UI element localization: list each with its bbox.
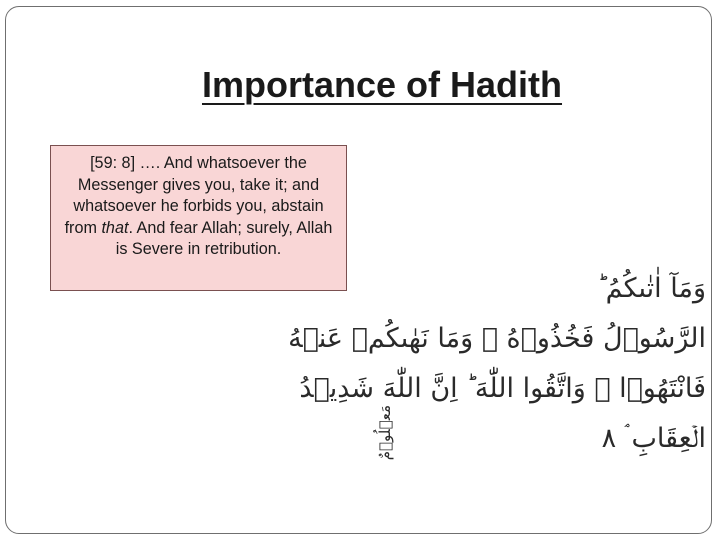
quote-box <box>50 145 347 291</box>
arabic-verse <box>288 257 706 487</box>
arabic-line-3: فَانْتَهُوۡا ۚ وَاتَّقُوا اللّٰهَ ؕ اِنَّ اللّٰهَ شَدِيۡدُ <box>299 373 706 404</box>
arabic-line-1: وَمَآ اٰتٰىكُمُ ؕ <box>597 273 706 304</box>
quote-text-part1: [59: 8] …. And whatsoever the Messenger gives you, take it; and whatsoever he forbids you, abstain from <box>64 154 324 237</box>
arabic-line-2: الرَّسُوۡلُ فَخُذُوۡهُ ۚ وَمَا نَهٰٮكُمۡ عَنۡهُ <box>288 323 706 354</box>
slide-title: Importance of Hadith <box>201 64 563 105</box>
quote-text-italic: that <box>101 218 129 237</box>
slide-frame <box>5 6 712 534</box>
quote-text-end: . <box>276 240 282 258</box>
arabic-line-4: الۡعِقَابِ ۘ ۸ <box>601 423 706 454</box>
verse-margin-marker: مَعۡلُوۡمٌ <box>376 405 394 461</box>
quote-text-part2: . And fear Allah; surely, Allah is Severe in retribution <box>115 218 333 258</box>
